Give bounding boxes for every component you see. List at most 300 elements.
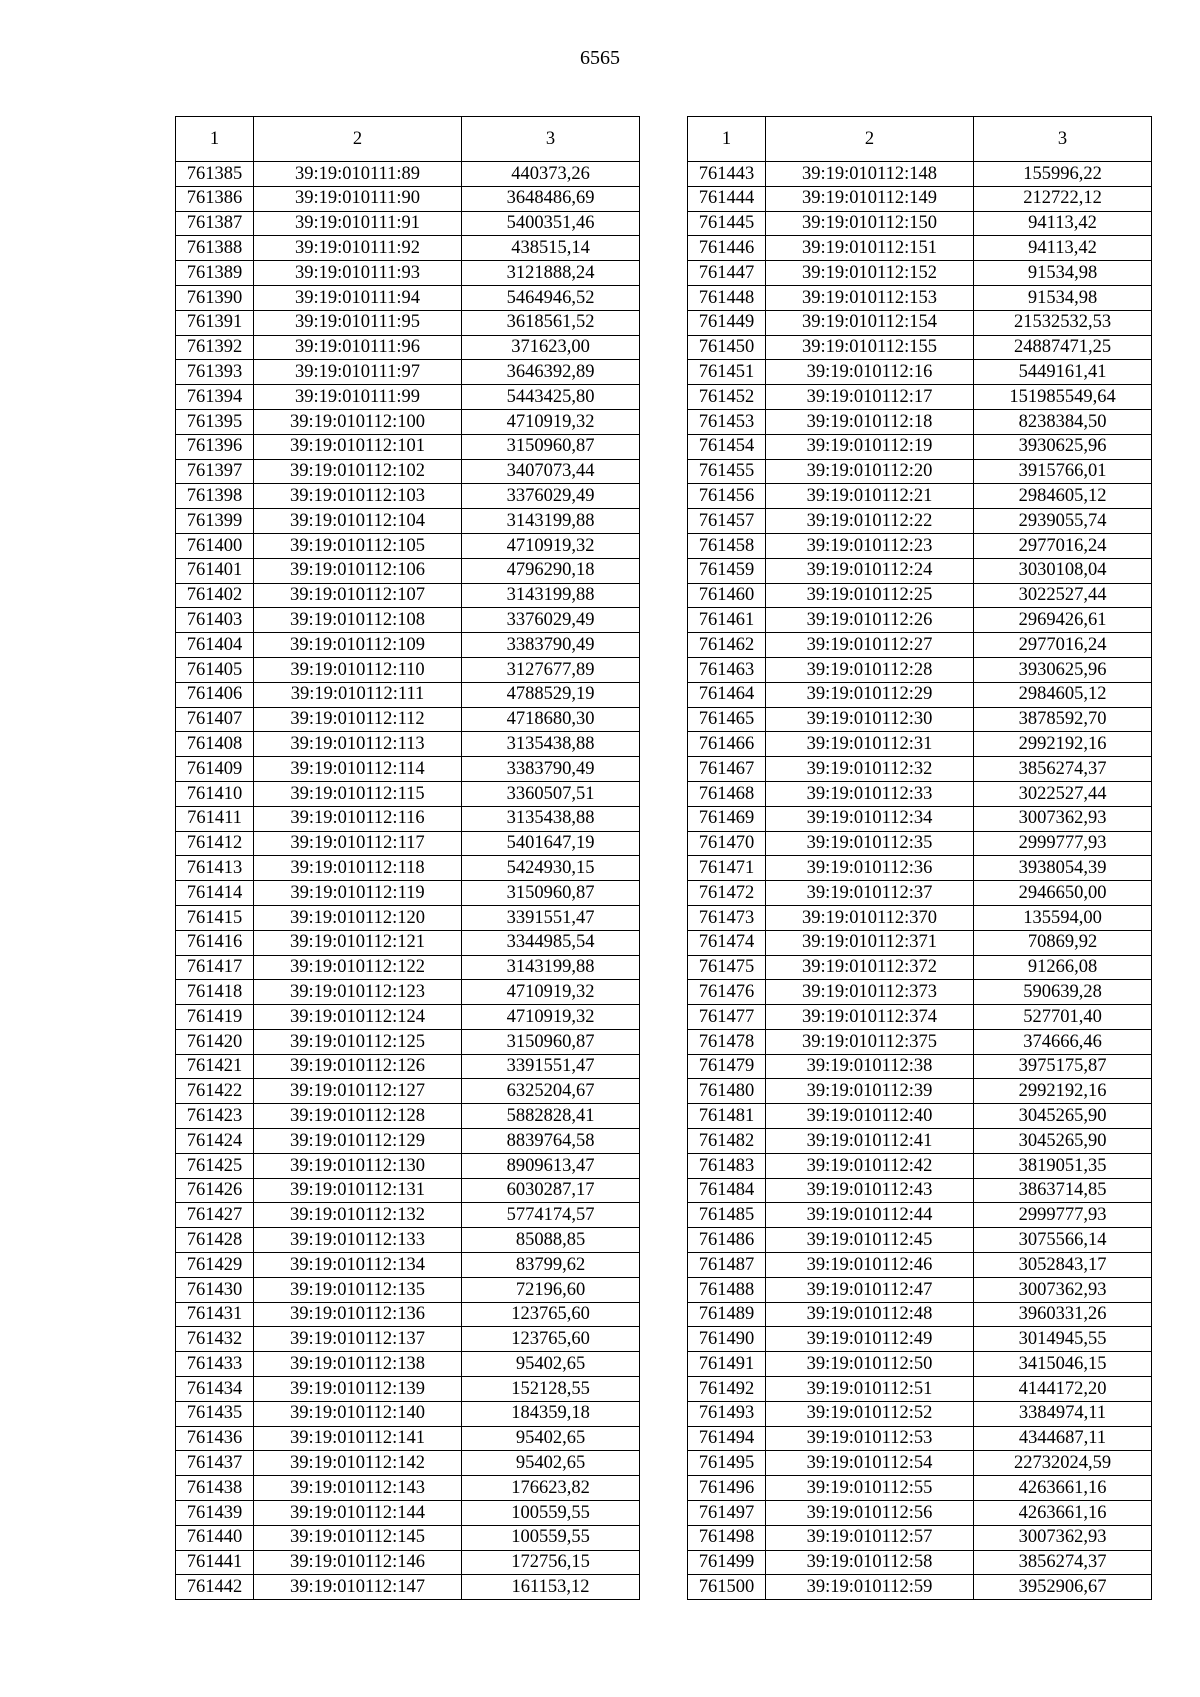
cadastral-number-cell: 39:19:010111:95 [254, 310, 462, 335]
cadastral-number-cell: 39:19:010112:139 [254, 1377, 462, 1402]
row-number-cell: 761468 [688, 781, 766, 806]
value-cell: 590639,28 [974, 980, 1152, 1005]
cadastral-number-cell: 39:19:010112:41 [766, 1129, 974, 1154]
row-number-cell: 761466 [688, 732, 766, 757]
value-cell: 3391551,47 [462, 905, 640, 930]
cadastral-number-cell: 39:19:010112:17 [766, 385, 974, 410]
value-cell: 3150960,87 [462, 1029, 640, 1054]
table-row [176, 558, 640, 583]
cadastral-number-cell: 39:19:010112:103 [254, 484, 462, 509]
cadastral-number-cell: 39:19:010112:152 [766, 261, 974, 286]
value-cell: 95402,65 [462, 1426, 640, 1451]
row-number-cell: 761408 [176, 732, 254, 757]
value-cell: 5400351,46 [462, 211, 640, 236]
cadastral-number-cell: 39:19:010112:36 [766, 856, 974, 881]
table-row [688, 434, 1152, 459]
table-row [176, 1129, 640, 1154]
cadastral-number-cell: 39:19:010112:150 [766, 211, 974, 236]
table-row [176, 1327, 640, 1352]
row-number-cell: 761446 [688, 236, 766, 261]
table-row [688, 459, 1152, 484]
value-cell: 3135438,88 [462, 806, 640, 831]
value-cell: 3014945,55 [974, 1327, 1152, 1352]
row-number-cell: 761477 [688, 1005, 766, 1030]
table-row [688, 1302, 1152, 1327]
cadastral-number-cell: 39:19:010111:97 [254, 360, 462, 385]
row-number-cell: 761498 [688, 1525, 766, 1550]
table-row [688, 1079, 1152, 1104]
table-row [176, 980, 640, 1005]
table-row [176, 533, 640, 558]
cadastral-number-cell: 39:19:010112:19 [766, 434, 974, 459]
value-cell: 2946650,00 [974, 881, 1152, 906]
table-row [688, 1253, 1152, 1278]
cadastral-number-cell: 39:19:010112:144 [254, 1501, 462, 1526]
table-row [176, 1253, 640, 1278]
cadastral-number-cell: 39:19:010112:56 [766, 1501, 974, 1526]
table-row [176, 856, 640, 881]
cadastral-number-cell: 39:19:010112:371 [766, 930, 974, 955]
table-row [176, 1352, 640, 1377]
table-row [688, 732, 1152, 757]
value-cell: 3384974,11 [974, 1401, 1152, 1426]
row-number-cell: 761455 [688, 459, 766, 484]
row-number-cell: 761401 [176, 558, 254, 583]
row-number-cell: 761481 [688, 1104, 766, 1129]
row-number-cell: 761461 [688, 608, 766, 633]
row-number-cell: 761423 [176, 1104, 254, 1129]
table-row [688, 1005, 1152, 1030]
cadastral-number-cell: 39:19:010112:370 [766, 905, 974, 930]
value-cell: 4788529,19 [462, 682, 640, 707]
value-cell: 2999777,93 [974, 1203, 1152, 1228]
value-cell: 70869,92 [974, 930, 1152, 955]
row-number-cell: 761433 [176, 1352, 254, 1377]
table-row [176, 409, 640, 434]
row-number-cell: 761447 [688, 261, 766, 286]
value-cell: 4710919,32 [462, 980, 640, 1005]
cadastral-number-cell: 39:19:010112:55 [766, 1476, 974, 1501]
row-number-cell: 761493 [688, 1401, 766, 1426]
table-row [688, 757, 1152, 782]
value-cell: 83799,62 [462, 1253, 640, 1278]
cadastral-number-cell: 39:19:010112:102 [254, 459, 462, 484]
cadastral-number-cell: 39:19:010112:44 [766, 1203, 974, 1228]
row-number-cell: 761399 [176, 509, 254, 534]
table-row [176, 881, 640, 906]
row-number-cell: 761497 [688, 1501, 766, 1526]
value-cell: 3407073,44 [462, 459, 640, 484]
value-cell: 2984605,12 [974, 484, 1152, 509]
table-row [688, 360, 1152, 385]
value-cell: 5464946,52 [462, 285, 640, 310]
table-row [688, 1575, 1152, 1600]
row-number-cell: 761475 [688, 955, 766, 980]
value-cell: 2992192,16 [974, 1079, 1152, 1104]
table-row [176, 583, 640, 608]
value-cell: 172756,15 [462, 1550, 640, 1575]
table-row [688, 186, 1152, 211]
cadastral-number-cell: 39:19:010112:114 [254, 757, 462, 782]
row-number-cell: 761398 [176, 484, 254, 509]
table-row [176, 261, 640, 286]
value-cell: 4263661,16 [974, 1476, 1152, 1501]
table-row [688, 1054, 1152, 1079]
cadastral-number-cell: 39:19:010112:125 [254, 1029, 462, 1054]
table-row [688, 1426, 1152, 1451]
value-cell: 6030287,17 [462, 1178, 640, 1203]
table-row [688, 930, 1152, 955]
cadastral-number-cell: 39:19:010112:155 [766, 335, 974, 360]
table-row [176, 459, 640, 484]
table-row [688, 608, 1152, 633]
table-row [176, 1178, 640, 1203]
cadastral-number-cell: 39:19:010112:20 [766, 459, 974, 484]
cadastral-number-cell: 39:19:010112:106 [254, 558, 462, 583]
table-row [176, 236, 640, 261]
cadastral-number-cell: 39:19:010112:104 [254, 509, 462, 534]
value-cell: 123765,60 [462, 1302, 640, 1327]
table-row [176, 905, 640, 930]
table-row [176, 657, 640, 682]
value-cell: 3007362,93 [974, 1525, 1152, 1550]
cadastral-number-cell: 39:19:010112:101 [254, 434, 462, 459]
cadastral-number-cell: 39:19:010112:142 [254, 1451, 462, 1476]
value-cell: 3052843,17 [974, 1253, 1152, 1278]
row-number-cell: 761489 [688, 1302, 766, 1327]
value-cell: 2999777,93 [974, 831, 1152, 856]
cadastral-number-cell: 39:19:010112:45 [766, 1228, 974, 1253]
table-row [176, 1550, 640, 1575]
cadastral-number-cell: 39:19:010112:33 [766, 781, 974, 806]
cadastral-number-cell: 39:19:010112:115 [254, 781, 462, 806]
row-number-cell: 761393 [176, 360, 254, 385]
value-cell: 2984605,12 [974, 682, 1152, 707]
table-row [176, 1476, 640, 1501]
cadastral-number-cell: 39:19:010112:109 [254, 633, 462, 658]
value-cell: 94113,42 [974, 236, 1152, 261]
value-cell: 72196,60 [462, 1277, 640, 1302]
table-row [688, 409, 1152, 434]
value-cell: 3360507,51 [462, 781, 640, 806]
cadastral-number-cell: 39:19:010112:26 [766, 608, 974, 633]
cadastral-number-cell: 39:19:010112:35 [766, 831, 974, 856]
row-number-cell: 761389 [176, 261, 254, 286]
table-row [688, 1476, 1152, 1501]
row-number-cell: 761392 [176, 335, 254, 360]
cadastral-number-cell: 39:19:010111:90 [254, 186, 462, 211]
table-row [176, 732, 640, 757]
cadastral-number-cell: 39:19:010112:47 [766, 1277, 974, 1302]
table-row [688, 1178, 1152, 1203]
value-cell: 8839764,58 [462, 1129, 640, 1154]
cadastral-number-cell: 39:19:010112:153 [766, 285, 974, 310]
table-row [688, 1327, 1152, 1352]
table-row [688, 1501, 1152, 1526]
value-cell: 5774174,57 [462, 1203, 640, 1228]
row-number-cell: 761469 [688, 806, 766, 831]
cadastral-number-cell: 39:19:010112:136 [254, 1302, 462, 1327]
cadastral-number-cell: 39:19:010112:40 [766, 1104, 974, 1129]
value-cell: 8909613,47 [462, 1153, 640, 1178]
cadastral-number-cell: 39:19:010112:141 [254, 1426, 462, 1451]
value-cell: 94113,42 [974, 211, 1152, 236]
row-number-cell: 761472 [688, 881, 766, 906]
page-number: 6565 [580, 47, 620, 69]
value-cell: 85088,85 [462, 1228, 640, 1253]
row-number-cell: 761474 [688, 930, 766, 955]
value-cell: 4718680,30 [462, 707, 640, 732]
table-row [176, 360, 640, 385]
cadastral-number-cell: 39:19:010112:140 [254, 1401, 462, 1426]
value-cell: 100559,55 [462, 1501, 640, 1526]
table-row [176, 1054, 640, 1079]
table-row [176, 285, 640, 310]
row-number-cell: 761391 [176, 310, 254, 335]
cadastral-number-cell: 39:19:010112:32 [766, 757, 974, 782]
right-table [687, 116, 1152, 1600]
table-row [176, 955, 640, 980]
cadastral-number-cell: 39:19:010112:51 [766, 1377, 974, 1402]
row-number-cell: 761483 [688, 1153, 766, 1178]
value-cell: 3383790,49 [462, 633, 640, 658]
cadastral-number-cell: 39:19:010111:94 [254, 285, 462, 310]
table-row [688, 558, 1152, 583]
row-number-cell: 761409 [176, 757, 254, 782]
cadastral-number-cell: 39:19:010112:52 [766, 1401, 974, 1426]
right-table-body [688, 162, 1152, 1600]
row-number-cell: 761448 [688, 285, 766, 310]
table-row [688, 657, 1152, 682]
row-number-cell: 761500 [688, 1575, 766, 1600]
cadastral-number-cell: 39:19:010112:119 [254, 881, 462, 906]
row-number-cell: 761428 [176, 1228, 254, 1253]
row-number-cell: 761435 [176, 1401, 254, 1426]
value-cell: 3022527,44 [974, 781, 1152, 806]
cadastral-number-cell: 39:19:010111:92 [254, 236, 462, 261]
left-table [175, 116, 640, 1600]
table-row [176, 335, 640, 360]
value-cell: 21532532,53 [974, 310, 1152, 335]
row-number-cell: 761487 [688, 1253, 766, 1278]
cadastral-number-cell: 39:19:010112:151 [766, 236, 974, 261]
table-row [688, 1104, 1152, 1129]
row-number-cell: 761443 [688, 162, 766, 187]
value-cell: 3938054,39 [974, 856, 1152, 881]
table-row [176, 806, 640, 831]
cadastral-number-cell: 39:19:010112:129 [254, 1129, 462, 1154]
cadastral-number-cell: 39:19:010111:89 [254, 162, 462, 187]
value-cell: 24887471,25 [974, 335, 1152, 360]
row-number-cell: 761429 [176, 1253, 254, 1278]
cadastral-number-cell: 39:19:010111:93 [254, 261, 462, 286]
value-cell: 3856274,37 [974, 757, 1152, 782]
row-number-cell: 761460 [688, 583, 766, 608]
table-row [688, 1525, 1152, 1550]
cadastral-number-cell: 39:19:010112:120 [254, 905, 462, 930]
row-number-cell: 761488 [688, 1277, 766, 1302]
cadastral-number-cell: 39:19:010111:96 [254, 335, 462, 360]
row-number-cell: 761436 [176, 1426, 254, 1451]
table-row [176, 633, 640, 658]
value-cell: 151985549,64 [974, 385, 1152, 410]
row-number-cell: 761416 [176, 930, 254, 955]
table-row [688, 881, 1152, 906]
value-cell: 3415046,15 [974, 1352, 1152, 1377]
column-header: 1 [688, 117, 766, 162]
table-row [176, 707, 640, 732]
value-cell: 91534,98 [974, 285, 1152, 310]
table-row [688, 310, 1152, 335]
row-number-cell: 761496 [688, 1476, 766, 1501]
table-row [688, 1228, 1152, 1253]
cadastral-number-cell: 39:19:010112:21 [766, 484, 974, 509]
cadastral-number-cell: 39:19:010112:22 [766, 509, 974, 534]
value-cell: 5401647,19 [462, 831, 640, 856]
cadastral-number-cell: 39:19:010112:28 [766, 657, 974, 682]
row-number-cell: 761426 [176, 1178, 254, 1203]
column-header: 1 [176, 117, 254, 162]
table-row [688, 682, 1152, 707]
table-row [688, 236, 1152, 261]
cadastral-number-cell: 39:19:010112:108 [254, 608, 462, 633]
table-row [688, 633, 1152, 658]
value-cell: 3007362,93 [974, 1277, 1152, 1302]
value-cell: 2977016,24 [974, 533, 1152, 558]
value-cell: 95402,65 [462, 1352, 640, 1377]
table-row [176, 162, 640, 187]
cadastral-number-cell: 39:19:010112:131 [254, 1178, 462, 1203]
value-cell: 135594,00 [974, 905, 1152, 930]
table-header-row [176, 117, 640, 162]
value-cell: 4263661,16 [974, 1501, 1152, 1526]
row-number-cell: 761417 [176, 955, 254, 980]
value-cell: 3856274,37 [974, 1550, 1152, 1575]
row-number-cell: 761411 [176, 806, 254, 831]
cadastral-number-cell: 39:19:010112:107 [254, 583, 462, 608]
row-number-cell: 761407 [176, 707, 254, 732]
cadastral-number-cell: 39:19:010112:137 [254, 1327, 462, 1352]
cadastral-number-cell: 39:19:010112:42 [766, 1153, 974, 1178]
cadastral-number-cell: 39:19:010112:30 [766, 707, 974, 732]
table-row [176, 1029, 640, 1054]
cadastral-number-cell: 39:19:010112:50 [766, 1352, 974, 1377]
cadastral-number-cell: 39:19:010112:18 [766, 409, 974, 434]
cadastral-number-cell: 39:19:010112:53 [766, 1426, 974, 1451]
row-number-cell: 761465 [688, 707, 766, 732]
value-cell: 3930625,96 [974, 434, 1152, 459]
row-number-cell: 761425 [176, 1153, 254, 1178]
value-cell: 3930625,96 [974, 657, 1152, 682]
value-cell: 4710919,32 [462, 409, 640, 434]
row-number-cell: 761394 [176, 385, 254, 410]
cadastral-number-cell: 39:19:010112:127 [254, 1079, 462, 1104]
table-row [688, 806, 1152, 831]
table-header-row [688, 117, 1152, 162]
cadastral-number-cell: 39:19:010112:135 [254, 1277, 462, 1302]
row-number-cell: 761479 [688, 1054, 766, 1079]
table-row [688, 1377, 1152, 1402]
row-number-cell: 761458 [688, 533, 766, 558]
cadastral-number-cell: 39:19:010112:147 [254, 1575, 462, 1600]
cadastral-number-cell: 39:19:010111:99 [254, 385, 462, 410]
table-row [688, 1401, 1152, 1426]
row-number-cell: 761415 [176, 905, 254, 930]
row-number-cell: 761413 [176, 856, 254, 881]
cadastral-number-cell: 39:19:010112:49 [766, 1327, 974, 1352]
value-cell: 3022527,44 [974, 583, 1152, 608]
row-number-cell: 761404 [176, 633, 254, 658]
table-row [176, 1377, 640, 1402]
row-number-cell: 761412 [176, 831, 254, 856]
value-cell: 3960331,26 [974, 1302, 1152, 1327]
cadastral-number-cell: 39:19:010112:132 [254, 1203, 462, 1228]
row-number-cell: 761402 [176, 583, 254, 608]
table-row [176, 682, 640, 707]
value-cell: 5424930,15 [462, 856, 640, 881]
value-cell: 176623,82 [462, 1476, 640, 1501]
table-row [176, 186, 640, 211]
table-row [176, 1575, 640, 1600]
value-cell: 4344687,11 [974, 1426, 1152, 1451]
table-row [688, 583, 1152, 608]
row-number-cell: 761454 [688, 434, 766, 459]
value-cell: 3376029,49 [462, 484, 640, 509]
cadastral-number-cell: 39:19:010112:39 [766, 1079, 974, 1104]
value-cell: 440373,26 [462, 162, 640, 187]
row-number-cell: 761471 [688, 856, 766, 881]
left-table-body [176, 162, 640, 1600]
cadastral-number-cell: 39:19:010112:130 [254, 1153, 462, 1178]
value-cell: 3075566,14 [974, 1228, 1152, 1253]
table-row [688, 1029, 1152, 1054]
row-number-cell: 761437 [176, 1451, 254, 1476]
cadastral-number-cell: 39:19:010112:29 [766, 682, 974, 707]
value-cell: 3383790,49 [462, 757, 640, 782]
table-row [176, 1203, 640, 1228]
value-cell: 374666,46 [974, 1029, 1152, 1054]
table-row [176, 1401, 640, 1426]
row-number-cell: 761421 [176, 1054, 254, 1079]
value-cell: 3344985,54 [462, 930, 640, 955]
cadastral-number-cell: 39:19:010112:148 [766, 162, 974, 187]
row-number-cell: 761422 [176, 1079, 254, 1104]
value-cell: 3135438,88 [462, 732, 640, 757]
cadastral-number-cell: 39:19:010112:105 [254, 533, 462, 558]
value-cell: 95402,65 [462, 1451, 640, 1476]
value-cell: 4144172,20 [974, 1377, 1152, 1402]
table-row [688, 162, 1152, 187]
value-cell: 5443425,80 [462, 385, 640, 410]
row-number-cell: 761485 [688, 1203, 766, 1228]
row-number-cell: 761395 [176, 409, 254, 434]
row-number-cell: 761459 [688, 558, 766, 583]
cadastral-number-cell: 39:19:010112:374 [766, 1005, 974, 1030]
row-number-cell: 761442 [176, 1575, 254, 1600]
cadastral-number-cell: 39:19:010112:54 [766, 1451, 974, 1476]
value-cell: 438515,14 [462, 236, 640, 261]
value-cell: 3150960,87 [462, 434, 640, 459]
value-cell: 3819051,35 [974, 1153, 1152, 1178]
cadastral-number-cell: 39:19:010112:113 [254, 732, 462, 757]
cadastral-number-cell: 39:19:010112:116 [254, 806, 462, 831]
cadastral-number-cell: 39:19:010112:31 [766, 732, 974, 757]
row-number-cell: 761491 [688, 1352, 766, 1377]
table-row [688, 1153, 1152, 1178]
cadastral-number-cell: 39:19:010112:48 [766, 1302, 974, 1327]
value-cell: 3143199,88 [462, 509, 640, 534]
table-row [176, 310, 640, 335]
